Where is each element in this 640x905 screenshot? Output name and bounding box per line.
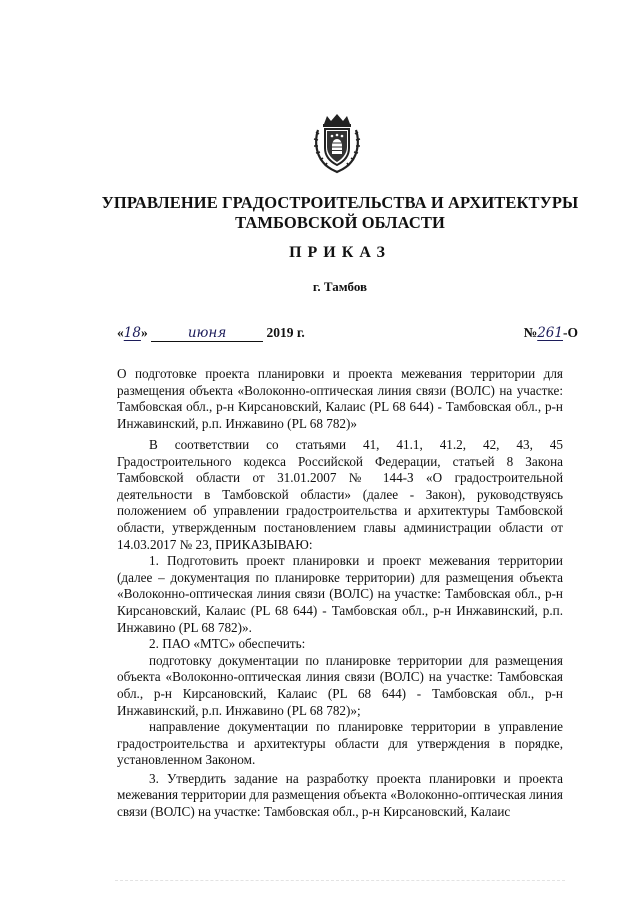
order-item-3: 3. Утвердить задание на разработку проекта планировки и проекта межевания территории для размещения объекта «Волоконно-оптическая линия связи (ВОЛС) на участке: Тамбовская обл., р-н Кирсановский, Калаис bbox=[117, 770, 563, 820]
order-item-2-subitem-a: подготовку документации по планировке территории для размещения объекта «Волоконно-оптическая линия связи (ВОЛС) на участке: Тамбовская обл., р-н Кирсановский, Калаис (PL 68 644) - Тамбовская обл., р-н Инжавинский, р.п. Инжавино (PL 68 782)»; bbox=[117, 652, 563, 718]
organization-region: ТАМБОВСКОЙ ОБЛАСТИ bbox=[235, 213, 445, 232]
date-quote-close: » bbox=[140, 325, 148, 340]
document-body bbox=[117, 437, 563, 821]
document-date bbox=[117, 325, 305, 342]
date-day: 18 bbox=[123, 325, 141, 341]
date-quote-open: « bbox=[117, 325, 124, 340]
organization-name: УПРАВЛЕНИЕ ГРАДОСТРОИТЕЛЬСТВА И АРХИТЕКТУРЫ bbox=[101, 193, 579, 212]
document-type: ПРИКАЗ bbox=[289, 244, 391, 261]
date-month: июня bbox=[187, 325, 227, 341]
preamble-lead: В соответствии со статьями 41, 41.1, 41.2, 42, 43, 45 bbox=[149, 437, 563, 452]
document-number bbox=[524, 325, 578, 341]
order-item-2-subitem-b: направление документации по планировке территории в управление градостроительства и архитектуры области для утверждения в порядке, установленном Законом. bbox=[117, 719, 563, 768]
page-bottom-divider bbox=[115, 880, 565, 882]
number-prefix: № bbox=[523, 325, 538, 340]
date-year: 2019 г. bbox=[266, 325, 305, 340]
date-month-field bbox=[151, 325, 263, 342]
number-suffix: -О bbox=[563, 325, 578, 340]
preamble-text: Градостроительного кодекса Российской Федерации, статьей 8 Закона Тамбовской области от 31.01.2007 № 144-З «О градостроительной деятельности в Тамбовской области» (далее - Закон), руководствуясь положением об управлении градостроительства и архитектуры Тамбовской области, утвержденным постановлением главы администрации области от 14.03.2017 № 23, ПРИКАЗЫВАЮ: bbox=[117, 453, 563, 552]
coat-of-arms-icon bbox=[310, 112, 364, 174]
order-item-1: 1. Подготовить проект планировки и проект межевания территории (далее – документация по планировке территории) для размещения объекта «Волоконно-оптическая линия связи (ВОЛС) на участке: Тамбовская обл., р-н Кирсановский, Калаис (PL 68 644) - Тамбовская обл., р-н Инжавинский, р.п. Инжавино (PL 68 782)». bbox=[117, 553, 563, 635]
number-value: 261 bbox=[537, 325, 563, 341]
document-subject: О подготовке проекта планировки и проекта межевания территории для размещения объекта «Волоконно-оптическая линия связи (ВОЛС) на участке: Тамбовская обл., р-н Кирсановский, Калаис (PL 68 644) - Тамбовская обл., р-н Инжавинский, р.п. Инжавино (PL 68 782)» bbox=[117, 366, 563, 431]
document-city: г. Тамбов bbox=[312, 279, 368, 294]
order-item-2: 2. ПАО «МТС» обеспечить: bbox=[149, 636, 306, 652]
